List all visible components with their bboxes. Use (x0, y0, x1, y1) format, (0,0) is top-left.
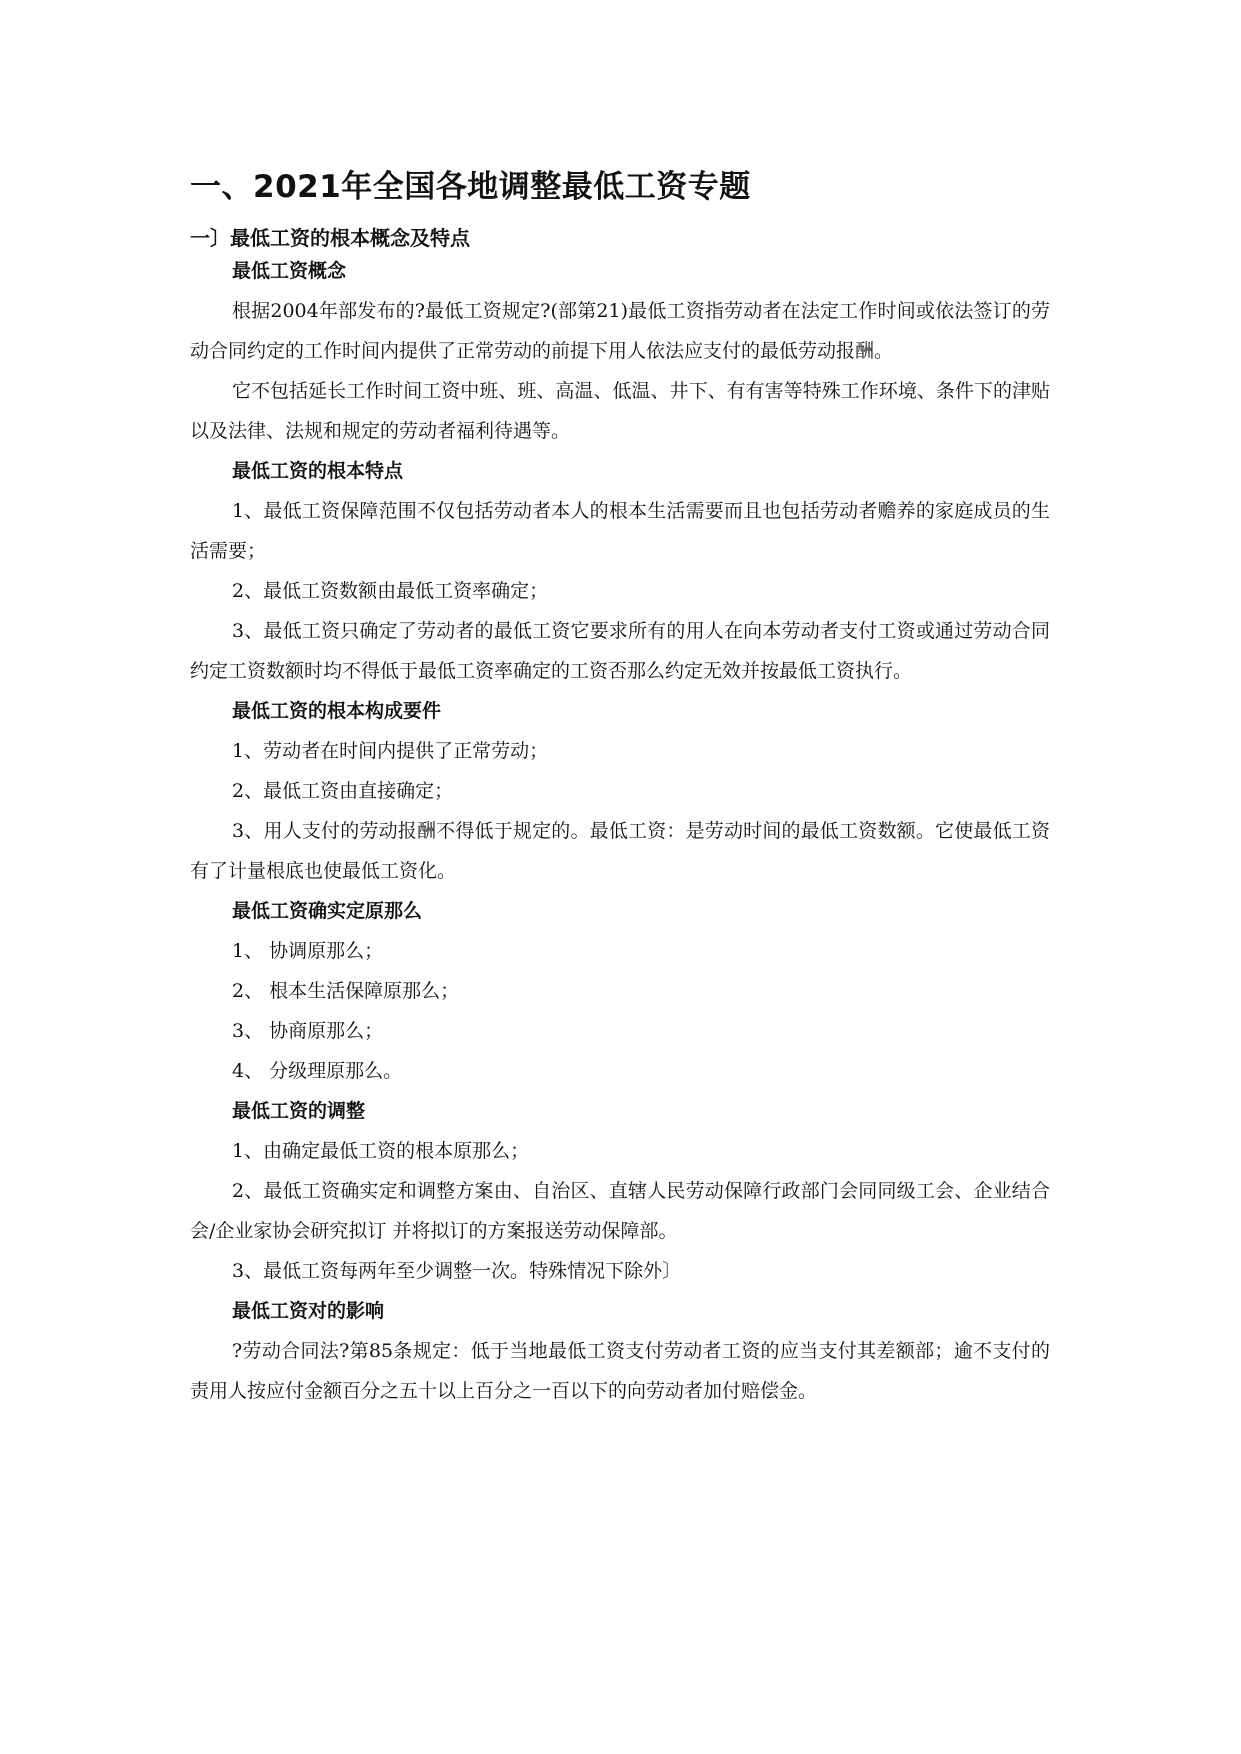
subheading-elements: 最低工资的根本构成要件 (232, 700, 442, 722)
paragraph-influence-1: ?劳动合同法?第85条规定：低于当地最低工资支付劳动者工资的应当支付其差额部；逾不支付的责用人按应付金额百分之五十以上百分之一百以下的向劳动者加付赔偿金。 (190, 1340, 1050, 1402)
paragraph-elements-2: 2、最低工资由直接确定； (232, 780, 454, 802)
paragraph-principles-3: 3、 协商原那么； (232, 1020, 384, 1042)
subheading-features: 最低工资的根本特点 (232, 460, 404, 482)
subheading-concept: 最低工资概念 (232, 260, 347, 282)
paragraph-elements-1: 1、劳动者在时间内提供了正常劳动； (232, 740, 549, 762)
document-title: 一、2021年全国各地调整最低工资专题 (190, 169, 751, 205)
paragraph-features-3: 3、最低工资只确定了劳动者的最低工资它要求所有的用人在向本劳动者支付工资或通过劳动合同约定工资数额时均不得低于最低工资率确定的工资否那么约定无效并按最低工资执行。 (190, 620, 1050, 682)
paragraph-features-1: 1、最低工资保障范围不仅包括劳动者本人的根本生活需要而且也包括劳动者赡养的家庭成员的生活需要； (190, 500, 1050, 562)
paragraph-principles-2: 2、 根本生活保障原那么； (232, 980, 460, 1002)
paragraph-concept-2: 它不包括延长工作时间工资中班、班、高温、低温、井下、有有害等特殊工作环境、条件下的津贴以及法律、法规和规定的劳动者福利待遇等。 (190, 380, 1050, 442)
paragraph-adjust-2: 2、最低工资确实定和调整方案由、自治区、直辖人民劳动保障行政部门会同同级工会、企业结合会/企业家协会研究拟订 并将拟订的方案报送劳动保障部。 (190, 1180, 1050, 1242)
paragraph-adjust-3: 3、最低工资每两年至少调整一次。特殊情况下除外〕 (232, 1260, 682, 1282)
paragraph-features-2: 2、最低工资数额由最低工资率确定； (232, 580, 549, 602)
document-body (190, 251, 1050, 1411)
paragraph-elements-3: 3、用人支付的劳动报酬不得低于规定的。最低工资：是劳动时间的最低工资数额。它使最低工资有了计量根底也使最低工资化。 (190, 820, 1050, 882)
subheading-principles: 最低工资确实定原那么 (232, 900, 423, 922)
section-heading: 一〕最低工资的根本概念及特点 (190, 226, 470, 250)
paragraph-adjust-1: 1、由确定最低工资的根本原那么； (232, 1140, 530, 1162)
subheading-adjust: 最低工资的调整 (232, 1100, 366, 1122)
paragraph-concept-1: 根据2004年部发布的?最低工资规定?(部第21)最低工资指劳动者在法定工作时间或依法签订的劳动合同约定的工作时间内提供了正常劳动的前提下用人依法应支付的最低劳动报酬。 (190, 300, 1050, 362)
paragraph-principles-1: 1、 协调原那么； (232, 940, 384, 962)
paragraph-principles-4: 4、 分级理原那么。 (232, 1060, 403, 1082)
subheading-influence: 最低工资对的影响 (232, 1300, 385, 1322)
